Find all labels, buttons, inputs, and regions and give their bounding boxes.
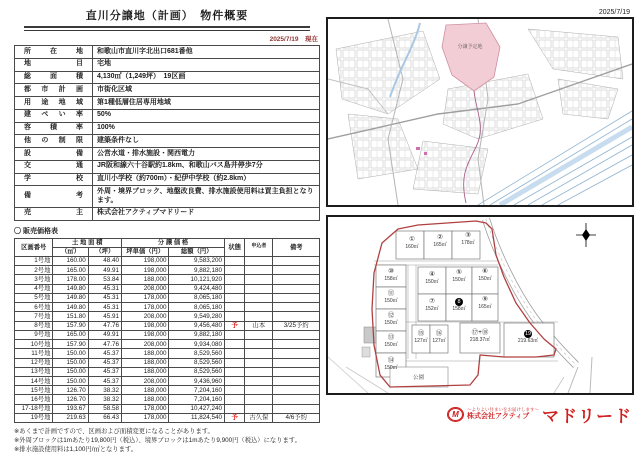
property-info-label: 都市計画 <box>15 84 93 97</box>
price-row <box>15 367 320 376</box>
cell-tsubo: 45.31 <box>88 293 121 302</box>
cell-lot: 17-18号地 <box>15 404 53 413</box>
cell-total-price: 9,583,200 <box>169 256 225 265</box>
col-lot-number: 区画番号 <box>15 238 53 256</box>
cell-lot: 15号地 <box>15 386 53 395</box>
site-plan-lot-2: ② 165㎡ <box>433 234 447 248</box>
footnotes <box>14 427 320 454</box>
cell-note <box>273 395 320 404</box>
cell-status <box>225 358 245 367</box>
document-body <box>14 5 320 455</box>
cell-total-price: 8,065,180 <box>169 303 225 312</box>
cell-applicant <box>245 256 273 265</box>
cell-sqm: 150.00 <box>53 377 88 386</box>
property-info-label: 備考 <box>15 186 93 208</box>
price-header-row-1 <box>15 238 320 247</box>
price-row <box>15 404 320 413</box>
cell-sqm: 151.80 <box>53 312 88 321</box>
company-logo <box>447 402 632 427</box>
col-tsubo: （坪） <box>88 247 121 256</box>
cell-applicant <box>245 386 273 395</box>
site-plan <box>328 217 632 393</box>
cell-note: 3/25予約 <box>273 321 320 330</box>
cell-status: 予 <box>225 413 245 422</box>
cell-status <box>225 395 245 404</box>
price-row <box>15 275 320 284</box>
cell-tsubo: 38.32 <box>88 395 121 404</box>
cell-sqm: 160.00 <box>53 256 88 265</box>
cell-tsubo: 66.43 <box>88 413 121 422</box>
property-info-row <box>15 148 320 161</box>
cell-note <box>273 256 320 265</box>
property-info-row <box>15 97 320 110</box>
cell-total-price: 9,882,180 <box>169 266 225 275</box>
cell-sqm: 157.90 <box>53 321 88 330</box>
property-info-row <box>15 109 320 122</box>
site-plan-lot-14: ⑭ 150㎡ <box>384 357 398 371</box>
cell-tsubo: 45.37 <box>88 377 121 386</box>
cell-note <box>273 275 320 284</box>
price-row <box>15 349 320 358</box>
cell-unit-price: 188,000 <box>122 367 169 376</box>
col-sale-price: 分 譲 価 格 <box>122 238 225 247</box>
cell-note <box>273 404 320 413</box>
price-table-heading: 〇 販売価格表 <box>14 227 58 235</box>
title-underline <box>24 26 310 31</box>
site-plan-lot-7: ⑦ 152㎡ <box>425 298 439 312</box>
col-sqm: （㎡） <box>53 247 88 256</box>
cell-lot: 7号地 <box>15 312 53 321</box>
cell-applicant <box>245 367 273 376</box>
cell-total-price: 9,549,280 <box>169 312 225 321</box>
cell-unit-price: 198,000 <box>122 330 169 339</box>
cell-total-price: 9,456,480 <box>169 321 225 330</box>
cell-applicant <box>245 358 273 367</box>
cell-unit-price: 208,000 <box>122 377 169 386</box>
property-info-value: 50% <box>93 109 320 122</box>
cell-sqm: 150.00 <box>53 349 88 358</box>
property-info-row <box>15 122 320 135</box>
property-info-value: JR阪和線六十谷駅約1.8km、和歌山バス島井停歩7分 <box>93 160 320 173</box>
cell-tsubo: 38.32 <box>88 386 121 395</box>
footnote-line: ※外周ブロックは1mあたり19,800円（税込）、境界ブロックは1mあたり9,900円（税込）になります。 <box>14 437 301 445</box>
cell-unit-price: 188,000 <box>122 395 169 404</box>
cell-total-price: 10,427,240 <box>169 404 225 413</box>
cell-tsubo: 49.91 <box>88 330 121 339</box>
price-row <box>15 386 320 395</box>
cell-applicant <box>245 349 273 358</box>
cell-tsubo: 47.76 <box>88 321 121 330</box>
cell-total-price: 8,529,560 <box>169 367 225 376</box>
cell-tsubo: 45.37 <box>88 358 121 367</box>
cell-unit-price: 188,000 <box>122 349 169 358</box>
cell-lot: 12号地 <box>15 358 53 367</box>
cell-note <box>273 340 320 349</box>
property-info-label: 設備 <box>15 148 93 161</box>
site-plan-lot-5: ⑤ 150㎡ <box>452 269 466 283</box>
cell-lot: 8号地 <box>15 321 53 330</box>
cell-unit-price: 178,000 <box>122 413 169 422</box>
property-info-value: 和歌山市直川字北出口681番他 <box>93 46 320 59</box>
cell-total-price: 7,204,160 <box>169 395 225 404</box>
cell-note <box>273 330 320 339</box>
cell-applicant <box>245 284 273 293</box>
cell-lot: 16号地 <box>15 395 53 404</box>
cell-status <box>225 293 245 302</box>
cell-unit-price: 178,000 <box>122 293 169 302</box>
cell-note <box>273 358 320 367</box>
cell-tsubo: 45.31 <box>88 303 121 312</box>
cell-applicant <box>245 395 273 404</box>
cell-tsubo: 45.37 <box>88 349 121 358</box>
cell-unit-price: 208,000 <box>122 312 169 321</box>
property-info-row <box>15 173 320 186</box>
cell-total-price: 8,065,180 <box>169 293 225 302</box>
cell-status <box>225 256 245 265</box>
cell-unit-price: 178,000 <box>122 404 169 413</box>
cell-note <box>273 386 320 395</box>
cell-status <box>225 349 245 358</box>
col-status: 状態 <box>225 238 245 256</box>
site-plan-lot-1: ① 160㎡ <box>405 236 419 250</box>
price-row <box>15 358 320 367</box>
cell-tsubo: 45.37 <box>88 367 121 376</box>
site-plan-lot-8: 8 158㎡ <box>452 299 466 312</box>
property-info-value: 株式会社アクティブマドリード <box>93 207 320 220</box>
cell-note <box>273 367 320 376</box>
property-info-label: 所在地 <box>15 46 93 59</box>
price-row <box>15 312 320 321</box>
property-info-label: 用途地域 <box>15 97 93 110</box>
cell-lot: 4号地 <box>15 284 53 293</box>
price-row <box>15 266 320 275</box>
cell-applicant: 古久保 <box>245 413 273 422</box>
property-info-label: 他の制限 <box>15 135 93 148</box>
company-tagline: ～よりよい住まいをお届けします～ <box>467 407 539 413</box>
property-info-label: 売主 <box>15 207 93 220</box>
cell-sqm: 149.80 <box>53 284 88 293</box>
price-row <box>15 340 320 349</box>
cell-status <box>225 340 245 349</box>
cell-status <box>225 284 245 293</box>
cell-applicant <box>245 266 273 275</box>
company-name: 株式会社アクティブ <box>467 413 530 421</box>
site-plan-lot-17-18: ⑰+⑱ 218.37㎡ <box>469 329 491 343</box>
property-info-label: 地目 <box>15 58 93 71</box>
cell-applicant <box>245 404 273 413</box>
site-plan-lot-4: ④ 150㎡ <box>425 271 439 285</box>
as-of-date: 2025/7/19 現在 <box>269 36 318 43</box>
property-info-label: 総面積 <box>15 71 93 84</box>
col-total-price: 総額（円） <box>169 247 225 256</box>
price-row <box>15 293 320 302</box>
property-info-value: 100% <box>93 122 320 135</box>
cell-note <box>273 377 320 386</box>
cell-applicant <box>245 377 273 386</box>
print-date: 2025/7/19 <box>598 9 630 16</box>
cell-total-price: 10,121,920 <box>169 275 225 284</box>
cell-applicant <box>245 275 273 284</box>
cell-unit-price: 198,000 <box>122 256 169 265</box>
property-info-row <box>15 135 320 148</box>
cell-tsubo: 58.58 <box>88 404 121 413</box>
cell-unit-price: 178,000 <box>122 303 169 312</box>
brand-name: マドリード <box>542 407 632 426</box>
site-plan-lot-13: ⑬ 150㎡ <box>384 334 398 348</box>
property-info-table <box>14 45 320 221</box>
cell-sqm: 149.80 <box>53 303 88 312</box>
col-note: 備考 <box>273 238 320 256</box>
site-plan-lot-11: ⑪ 150㎡ <box>384 290 398 304</box>
cell-unit-price: 188,000 <box>122 386 169 395</box>
cell-unit-price: 198,000 <box>122 321 169 330</box>
cell-sqm: 150.00 <box>53 367 88 376</box>
cell-note <box>273 293 320 302</box>
cell-total-price: 8,529,560 <box>169 358 225 367</box>
property-info-label: 交通 <box>15 160 93 173</box>
company-logo-mark: M <box>447 407 464 422</box>
cell-total-price: 9,436,960 <box>169 377 225 386</box>
price-row <box>15 330 320 339</box>
site-plan-lot-3: ③ 178㎡ <box>461 232 475 246</box>
price-table <box>14 238 320 424</box>
cell-lot: 10号地 <box>15 340 53 349</box>
cell-lot: 14号地 <box>15 377 53 386</box>
property-info-row <box>15 46 320 59</box>
site-plan-lot-12: ⑫ 150㎡ <box>384 312 398 326</box>
cell-lot: 19号地 <box>15 413 53 422</box>
cell-status <box>225 275 245 284</box>
cell-sqm: 219.63 <box>53 413 88 422</box>
cell-total-price: 9,934,080 <box>169 340 225 349</box>
price-row <box>15 413 320 422</box>
footnote-line: ※排水施設使用料は1,100円/㎡となります。 <box>14 446 138 454</box>
cell-tsubo: 48.40 <box>88 256 121 265</box>
price-row <box>15 256 320 265</box>
cell-sqm: 193.67 <box>53 404 88 413</box>
cell-applicant: 山本 <box>245 321 273 330</box>
cell-lot: 13号地 <box>15 367 53 376</box>
cell-applicant <box>245 330 273 339</box>
site-plan-lot-15: ⑮ 127㎡ <box>414 330 428 344</box>
cell-sqm: 165.00 <box>53 330 88 339</box>
cell-tsubo: 45.31 <box>88 284 121 293</box>
cell-lot: 11号地 <box>15 349 53 358</box>
cell-lot: 2号地 <box>15 266 53 275</box>
location-map-panel <box>326 17 634 207</box>
cell-lot: 3号地 <box>15 275 53 284</box>
site-plan-lot-19: 19 219.63㎡ <box>517 331 539 344</box>
park-label: 公園 <box>413 375 425 381</box>
footnote-line: ※あくまで計画ですので、区画および面積変更になることがあります。 <box>14 428 214 436</box>
property-info-value: 直川小学校（約700m）・紀伊中学校（約2.8km） <box>93 173 320 186</box>
property-info-label: 容積率 <box>15 122 93 135</box>
property-info-row <box>15 58 320 71</box>
cell-tsubo: 49.91 <box>88 266 121 275</box>
cell-total-price: 8,529,560 <box>169 349 225 358</box>
site-plan-lot-10: ⑩ 158㎡ <box>384 268 398 282</box>
cell-sqm: 150.00 <box>53 358 88 367</box>
cell-status <box>225 377 245 386</box>
cell-status <box>225 386 245 395</box>
cell-status <box>225 367 245 376</box>
property-info-row <box>15 207 320 220</box>
price-row <box>15 284 320 293</box>
property-info-label: 学校 <box>15 173 93 186</box>
cell-unit-price: 188,000 <box>122 275 169 284</box>
property-info-value: 外周・境界ブロック、地盤改良費、排水施設使用料は買主負担となります。 <box>93 186 320 208</box>
cell-tsubo: 53.84 <box>88 275 121 284</box>
property-info-value: 4,130㎡（1,249坪） 19区画 <box>93 71 320 84</box>
cell-status: 予 <box>225 321 245 330</box>
property-info-value: 市街化区域 <box>93 84 320 97</box>
cell-lot: 6号地 <box>15 303 53 312</box>
property-info-value: 第1種低層住居専用地域 <box>93 97 320 110</box>
cell-applicant <box>245 312 273 321</box>
cell-applicant <box>245 293 273 302</box>
cell-sqm: 126.70 <box>53 386 88 395</box>
cell-status <box>225 266 245 275</box>
cell-lot: 1号地 <box>15 256 53 265</box>
cell-status <box>225 312 245 321</box>
site-plan-panel <box>326 215 634 395</box>
property-info-row <box>15 84 320 97</box>
cell-sqm: 165.00 <box>53 266 88 275</box>
cell-total-price: 7,204,160 <box>169 386 225 395</box>
cell-unit-price: 208,000 <box>122 340 169 349</box>
cell-note <box>273 303 320 312</box>
col-applicant: 申込者 <box>245 238 273 256</box>
site-plan-lot-16: ⑯ 127㎡ <box>432 330 446 344</box>
cell-sqm: 149.80 <box>53 293 88 302</box>
property-info-row <box>15 186 320 208</box>
cell-unit-price: 188,000 <box>122 358 169 367</box>
property-info-label: 建ぺい率 <box>15 109 93 122</box>
cell-unit-price: 198,000 <box>122 266 169 275</box>
cell-sqm: 157.90 <box>53 340 88 349</box>
col-unit-price: 坪単価（円） <box>122 247 169 256</box>
cell-applicant <box>245 340 273 349</box>
cell-total-price: 11,824,540 <box>169 413 225 422</box>
price-row <box>15 321 320 330</box>
cell-status <box>225 303 245 312</box>
property-info-row <box>15 160 320 173</box>
cell-sqm: 126.70 <box>53 395 88 404</box>
cell-tsubo: 45.91 <box>88 312 121 321</box>
cell-status <box>225 404 245 413</box>
cell-note <box>273 349 320 358</box>
cell-note <box>273 312 320 321</box>
cell-note <box>273 284 320 293</box>
price-row <box>15 377 320 386</box>
cell-status <box>225 330 245 339</box>
cell-lot: 9号地 <box>15 330 53 339</box>
property-info-value: 建築条件なし <box>93 135 320 148</box>
property-info-row <box>15 71 320 84</box>
cell-total-price: 9,424,480 <box>169 284 225 293</box>
cell-applicant <box>245 303 273 312</box>
cell-note: 4/6予約 <box>273 413 320 422</box>
site-plan-lot-9: ⑨ 165㎡ <box>478 296 492 310</box>
col-land-area: 土 地 面 積 <box>53 238 122 247</box>
property-info-value: 公営水道・排水施設・関西電力 <box>93 148 320 161</box>
cell-tsubo: 47.76 <box>88 340 121 349</box>
page-title: 直川分譲地（計画） 物件概要 <box>85 10 249 22</box>
cell-total-price: 9,882,180 <box>169 330 225 339</box>
subdivision-site-label: 分譲予定地 <box>457 44 483 50</box>
property-info-value: 宅地 <box>93 58 320 71</box>
cell-note <box>273 266 320 275</box>
cell-unit-price: 208,000 <box>122 284 169 293</box>
price-row <box>15 303 320 312</box>
price-row <box>15 395 320 404</box>
site-plan-lot-6: ⑥ 150㎡ <box>478 268 492 282</box>
cell-lot: 5号地 <box>15 293 53 302</box>
cell-sqm: 178.00 <box>53 275 88 284</box>
